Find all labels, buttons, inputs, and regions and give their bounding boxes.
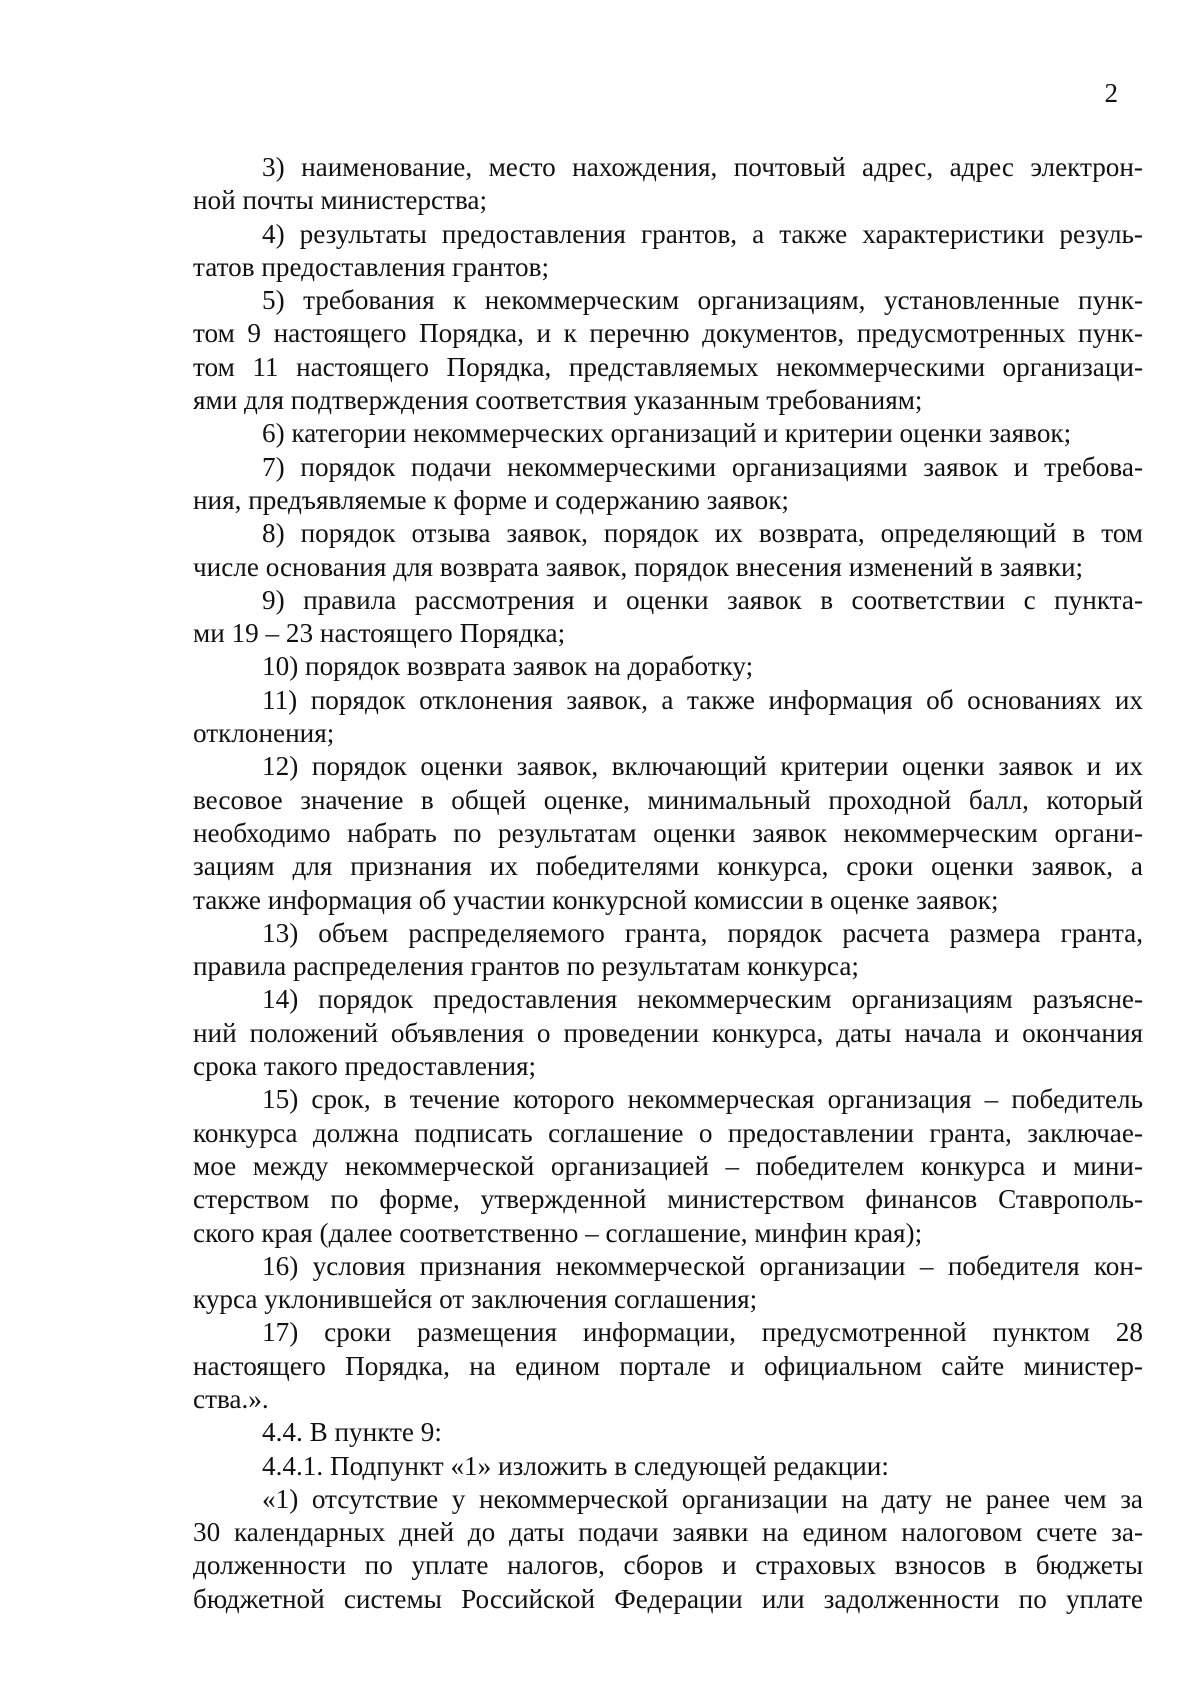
text-line: конкурса должна подписать соглашение о предоставлении гранта, заключае- <box>193 1117 1143 1148</box>
text-line: ями для подтверждения соответствия указанным требованиям; <box>193 385 923 416</box>
text-line: ния, предъявляемые к форме и содержанию заявок; <box>193 484 789 515</box>
text-line: стерством по форме, утвержденной министерством финансов Ставрополь- <box>193 1184 1143 1215</box>
page-number: 2 <box>1104 78 1118 108</box>
text-line: 5) требования к некоммерческим организациям, установленные пунк- <box>262 285 1143 316</box>
text-line: настоящего Порядка, на едином портале и официальном сайте министер- <box>193 1350 1143 1381</box>
text-line: татов предоставления грантов; <box>193 251 550 282</box>
text-line: курса уклонившейся от заключения соглашения; <box>193 1284 758 1315</box>
text-line: зациям для признания их победителями конкурса, сроки оценки заявок, а <box>193 851 1143 882</box>
text-line: 3) наименование, место нахождения, почтовый адрес, адрес электрон- <box>262 152 1143 182</box>
text-line: 15) срок, в течение которого некоммерческая организация – победитель <box>262 1084 1143 1115</box>
text-line: том 11 настоящего Порядка, представляемых некоммерческими организаци- <box>193 351 1143 382</box>
text-line: 8) порядок отзыва заявок, порядок их возврата, определяющий в том <box>262 518 1143 549</box>
text-line: 12) порядок оценки заявок, включающий критерии оценки заявок и их <box>262 751 1143 782</box>
text-line: мое между некоммерческой организацией – победителем конкурса и мини- <box>193 1150 1143 1181</box>
text-line: 30 календарных дней до даты подачи заявки на едином налоговом счете за- <box>193 1517 1143 1548</box>
text-line: ний положений объявления о проведении конкурса, даты начала и окончания <box>193 1017 1143 1048</box>
text-line: 6) категории некоммерческих организаций и критерии оценки заявок; <box>262 418 1072 449</box>
text-line: отклонения; <box>193 718 335 749</box>
text-line: 13) объем распределяемого гранта, порядок расчета размера гранта, <box>262 917 1143 948</box>
text-line: 4) результаты предоставления грантов, а также характеристики резуль- <box>262 218 1143 249</box>
text-line: ной почты министерства; <box>193 185 488 216</box>
text-line: срока такого предоставления; <box>193 1051 537 1082</box>
text-line: ского края (далее соответственно – соглашение, минфин края); <box>193 1217 923 1248</box>
text-line: также информация об участии конкурсной комиссии в оценке заявок; <box>193 884 999 915</box>
text-line: 14) порядок предоставления некоммерческим организациям разъясне- <box>262 984 1143 1015</box>
text-line: весовое значение в общей оценке, минимальный проходной балл, который <box>193 784 1143 815</box>
text-line: 4.4.1. Подпункт «1» изложить в следующей редакции: <box>262 1450 889 1481</box>
text-line: долженности по уплате налогов, сборов и страховых взносов в бюджеты <box>193 1550 1143 1581</box>
text-line: правила распределения грантов по результатам конкурса; <box>193 951 859 982</box>
text-line: том 9 настоящего Порядка, и к перечню документов, предусмотренных пунк- <box>193 318 1143 349</box>
text-line: 10) порядок возврата заявок на доработку; <box>262 651 754 682</box>
text-line: 11) порядок отклонения заявок, а также информация об основаниях их <box>262 684 1143 715</box>
text-line: 7) порядок подачи некоммерческими организациями заявок и требова- <box>262 451 1143 482</box>
text-line: 9) правила рассмотрения и оценки заявок в соответствии с пункта- <box>262 584 1143 615</box>
text-line: 16) условия признания некоммерческой организации – победителя кон- <box>262 1250 1143 1281</box>
text-line: «1) отсутствие у некоммерческой организации на дату не ранее чем за <box>262 1483 1143 1514</box>
text-line: ми 19 – 23 настоящего Порядка; <box>193 618 566 649</box>
document-body <box>193 151 1143 1616</box>
text-line: необходимо набрать по результатам оценки заявок некоммерческим органи- <box>193 817 1143 848</box>
text-line: числе основания для возврата заявок, порядок внесения изменений в заявки; <box>193 551 1084 582</box>
text-line: 4.4. В пункте 9: <box>262 1417 442 1448</box>
text-line: ства.». <box>193 1383 269 1414</box>
text-line: 17) сроки размещения информации, предусмотренной пунктом 28 <box>262 1317 1143 1348</box>
text-line: бюджетной системы Российской Федерации или задолженности по уплате <box>193 1583 1143 1614</box>
